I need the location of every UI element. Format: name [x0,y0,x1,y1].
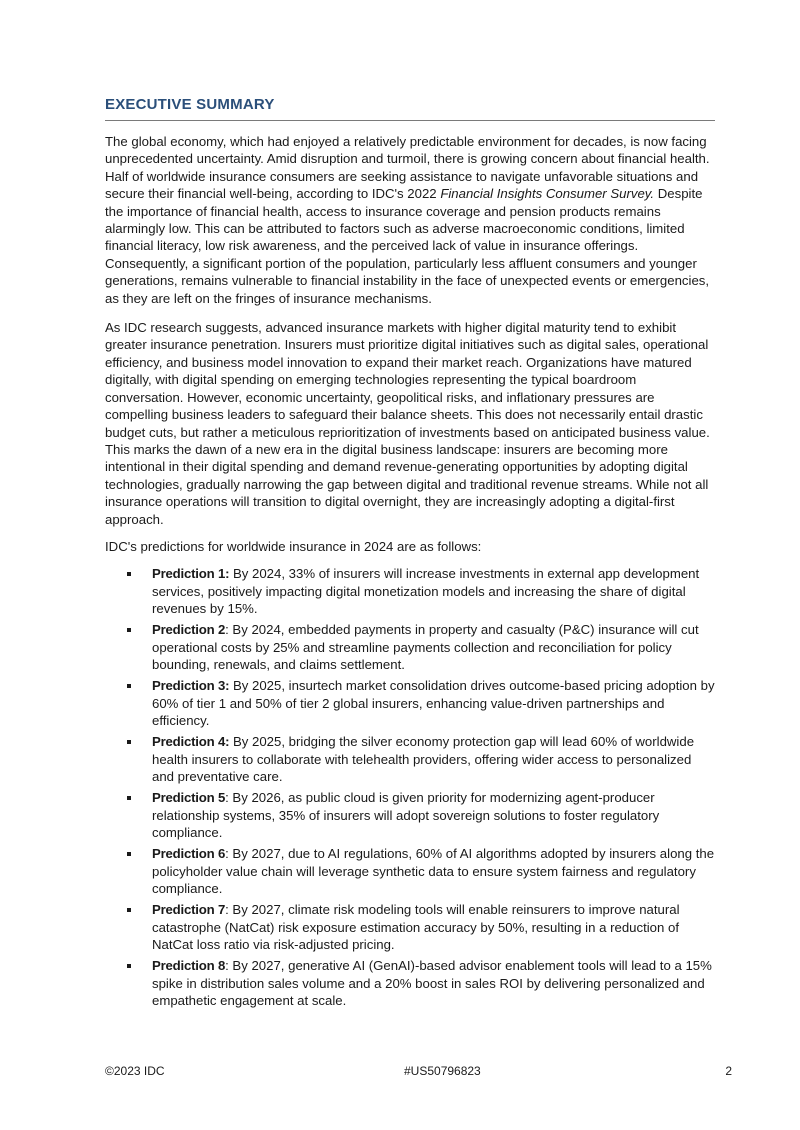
predictions-intro: IDC's predictions for worldwide insurance in 2024 are as follows: [105,538,482,554]
prediction-item [105,957,715,1009]
prediction-item [105,845,715,897]
bullet-icon [127,684,131,688]
bullet-icon [127,572,131,576]
paragraph-1-part-b: Despite the importance of financial health, access to insurance coverage and pension products remains alarmingly low. This can be attributed to factors such as adverse macroeconomic conditions, limited financial literacy, low risk awareness, and the perceived lack of value in insurance offerings. Consequently, a significant portion of the population, particularly less affluent consumers and younger generations, remains vulnerable to financial instability in the face of unexpected events or emergencies, as they are left on the fringes of insurance mechanisms. [105,186,710,306]
prediction-item [105,789,715,841]
prediction-text: : By 2026, as public cloud is given priority for modernizing agent-producer relationship systems, 35% of insurers will adopt sovereign solutions to foster regulatory compliance. [152,790,660,841]
bullet-icon [127,908,131,912]
prediction-label: Prediction 4: [152,734,230,750]
survey-title: Financial Insights Consumer Survey. [440,186,655,202]
prediction-item [105,565,715,617]
prediction-text: : By 2027, climate risk modeling tools will enable reinsurers to improve natural catastrophe (NatCat) risk exposure estimation accuracy by 50%, resulting in a reduction of NatCat loss ratio via risk-adjusted pricing. [152,902,680,953]
prediction-label: Prediction 6 [152,846,226,862]
bullet-icon [127,852,131,856]
document-page [105,96,715,1013]
prediction-label: Prediction 5 [152,790,226,806]
footer-copyright: ©2023 IDC [105,1064,165,1078]
bullet-icon [127,628,131,632]
prediction-label: Prediction 8 [152,958,226,974]
prediction-label: Prediction 7 [152,902,226,918]
prediction-item [105,733,715,785]
paragraph-2: As IDC research suggests, advanced insurance markets with higher digital maturity tend to exhibit greater insurance penetration. Insurers must prioritize digital initiatives such as digital sales, operational efficiency, and business model innovation to expand their market reach. Organizations have matured digitally, with digital spending on emerging technologies representing the typical boardroom conversation. However, economic uncertainty, geopolitical risks, and inflationary pressures are compelling business leaders to safeguard their balance sheets. This does not necessarily entail drastic budget cuts, but rather a meticulous reprioritization of investments based on anticipated business value. This marks the dawn of a new era in the digital business landscape: insurers are becoming more intentional in their digital spending and demand revenue-generating opportunities by adopting digital technologies, gradually narrowing the gap between digital and traditional revenue streams. While not all insurance operations will transition to digital overnight, they are increasingly adopting a digital-first approach. [105,320,710,527]
bullet-icon [127,964,131,968]
prediction-item [105,677,715,729]
paragraph-1-part-a: The global economy, which had enjoyed a relatively predictable environment for decades, is now facing unprecedented uncertainty. Amid disruption and turmoil, there is growing concern about financial health. Half of worldwide insurance consumers are seeking assistance to navigate unfavorable situations and secure their financial well-being, according to IDC's 2022 [105,134,710,202]
bullet-icon [127,740,131,744]
prediction-label: Prediction 2 [152,622,226,638]
prediction-item [105,621,715,673]
paragraph-1 [105,133,715,307]
prediction-text: By 2024, 33% of insurers will increase investments in external app development services, positively impacting digital monetization models and increasing the share of digital revenues by 15%. [152,566,700,617]
section-heading: EXECUTIVE SUMMARY [105,96,715,121]
prediction-text: : By 2024, embedded payments in property and casualty (P&C) insurance will cut operational costs by 25% and streamline payments collection and reconciliation for policy bounding, renewals, and claims settlement. [152,622,699,673]
prediction-item [105,901,715,953]
prediction-label: Prediction 1: [152,566,230,582]
footer-doc-id: #US50796823 [404,1064,481,1078]
footer-page-number: 2 [725,1064,732,1078]
prediction-text: By 2025, bridging the silver economy protection gap will lead 60% of worldwide health insurers to collaborate with telehealth providers, offering wider access to personalized and preventative care. [152,734,695,785]
prediction-text: : By 2027, generative AI (GenAI)-based advisor enablement tools will lead to a 15% spike in distribution sales volume and a 20% boost in sales ROI by delivering personalized and empathetic engagement at scale. [152,958,712,1009]
prediction-label: Prediction 3: [152,678,230,694]
bullet-icon [127,796,131,800]
prediction-text: : By 2027, due to AI regulations, 60% of AI algorithms adopted by insurers along the policyholder value chain will leverage synthetic data to ensure system fairness and regulatory compliance. [152,846,715,897]
prediction-text: By 2025, insurtech market consolidation drives outcome-based pricing adoption by 60% of tier 1 and 50% of tier 2 global insurers, enhancing value-driven partnerships and efficiency. [152,678,715,729]
predictions-list [105,565,715,1009]
